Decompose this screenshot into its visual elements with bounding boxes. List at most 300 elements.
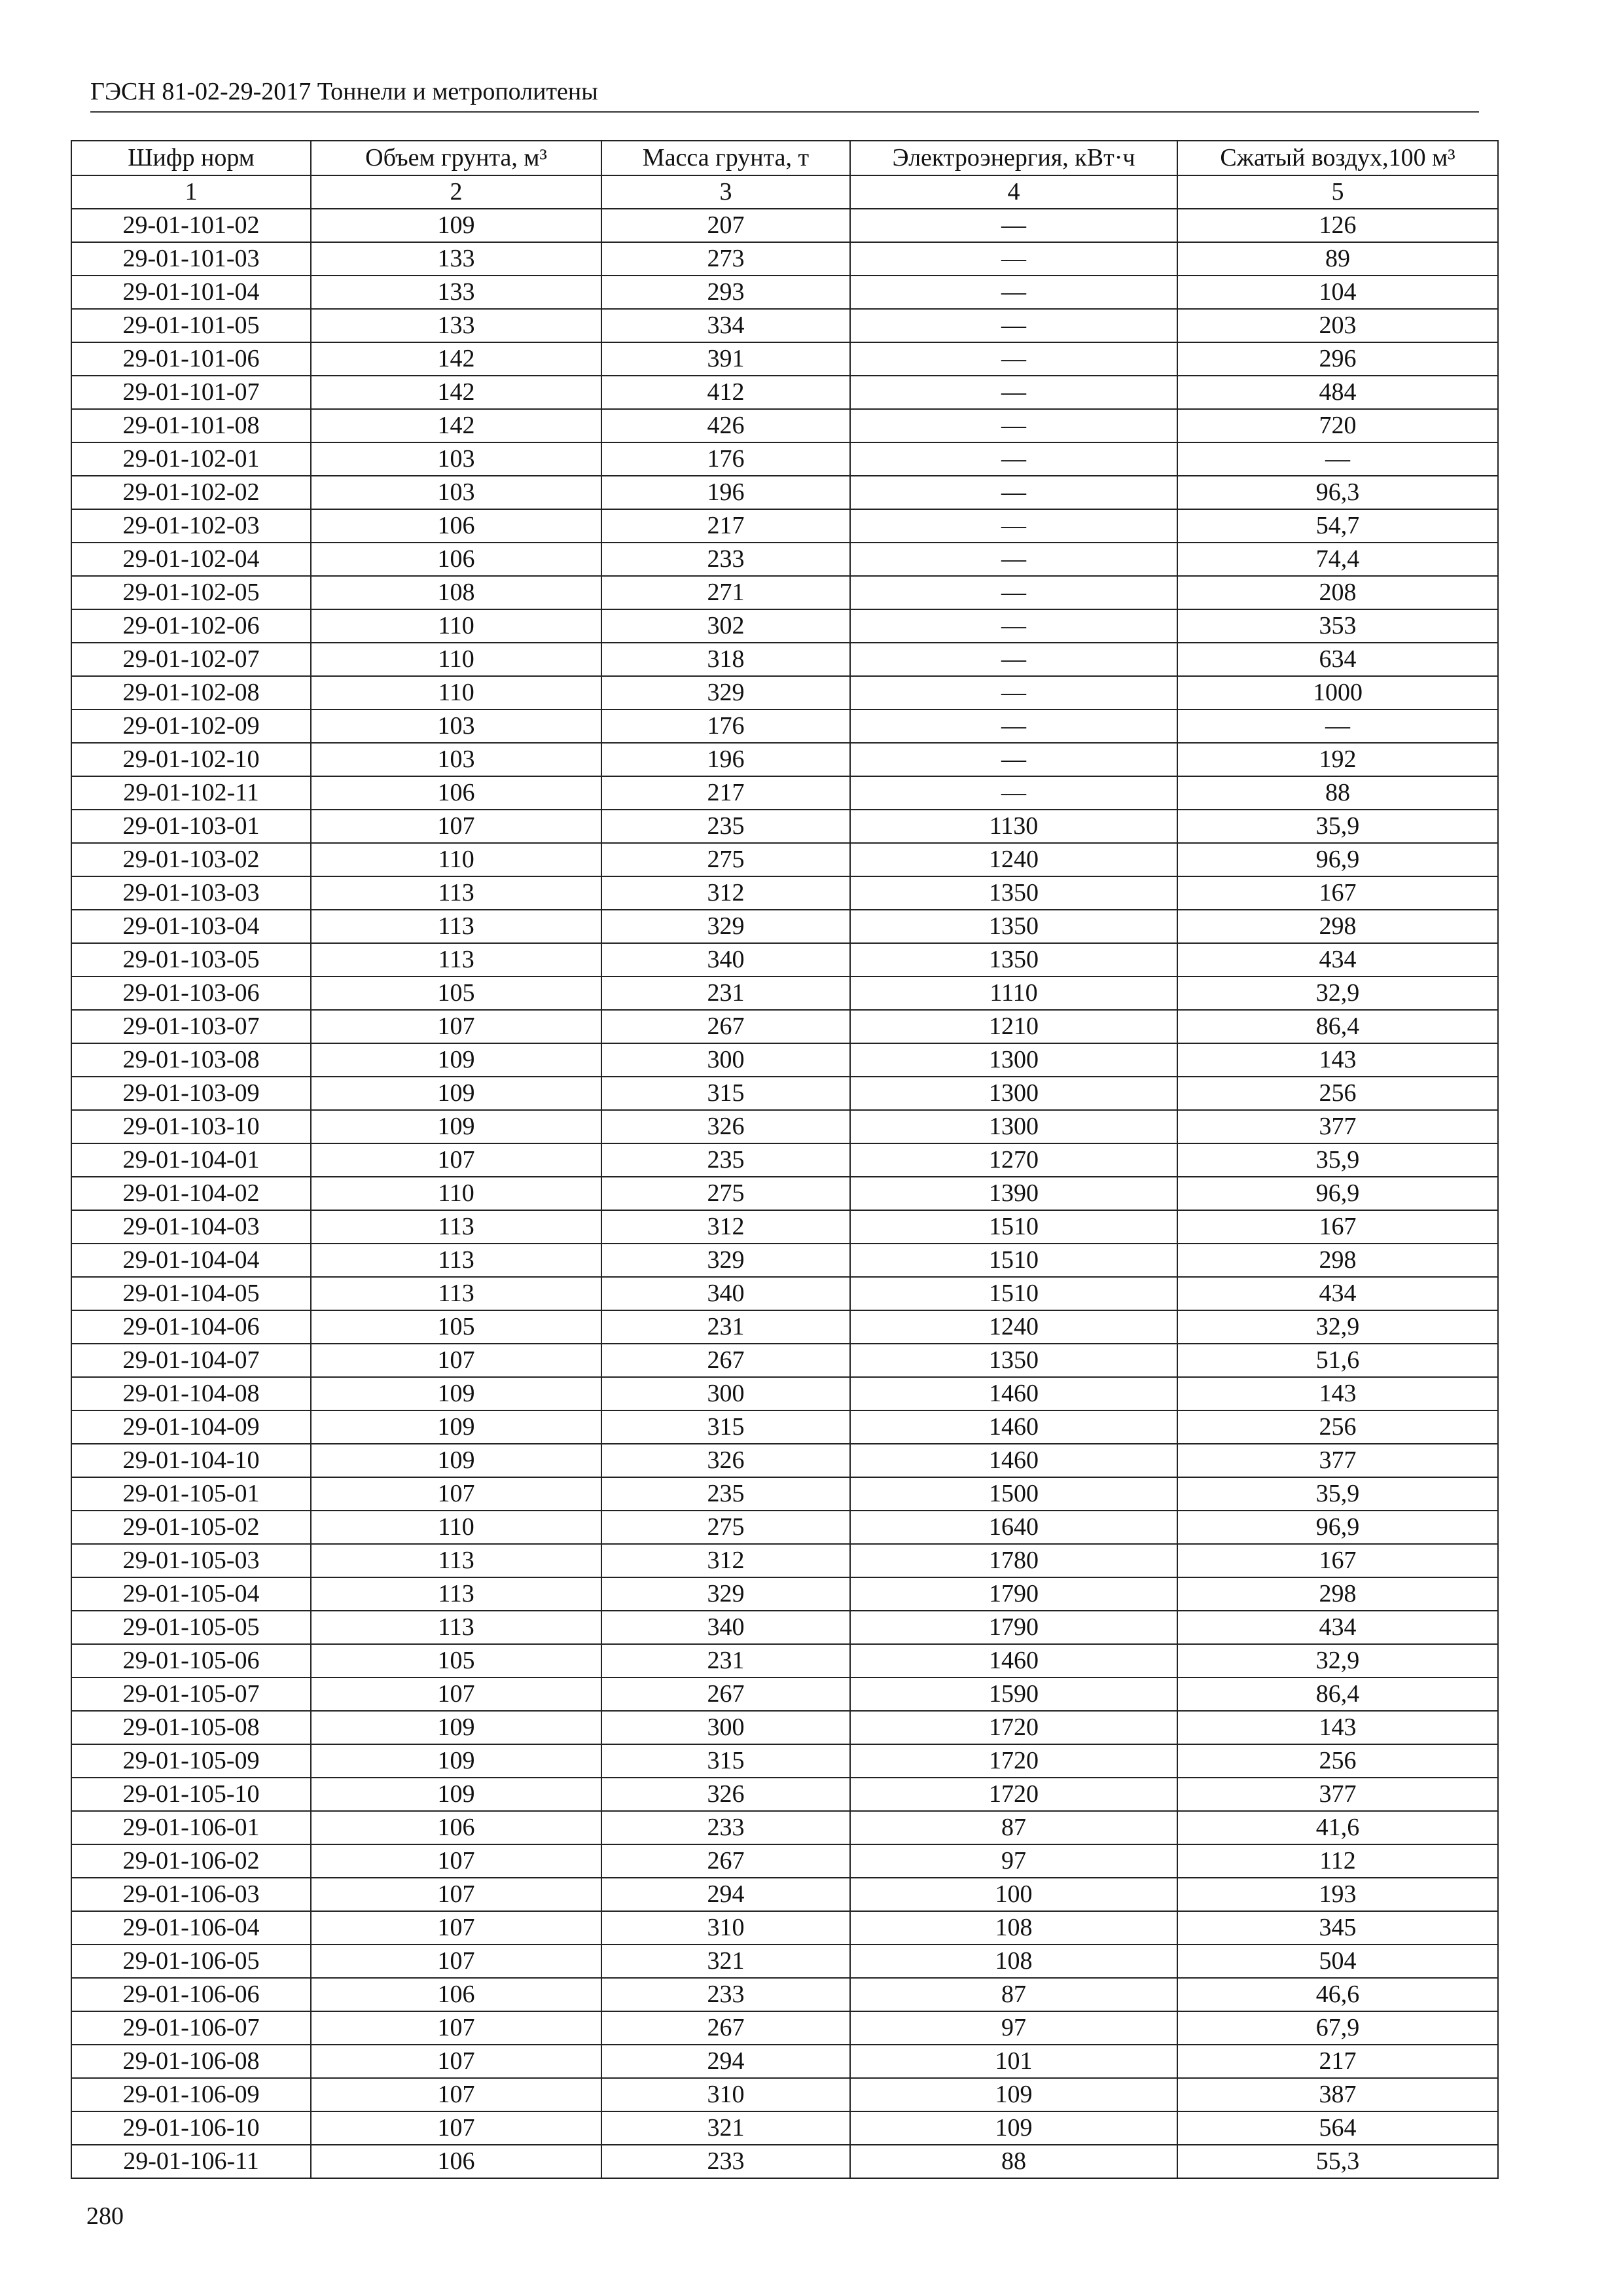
cell-soil-mass: 426 [601, 409, 850, 442]
table-row [71, 1644, 1498, 1677]
cell-compressed-air: 256 [1177, 1077, 1498, 1110]
cell-soil-mass: 312 [601, 1210, 850, 1244]
table-row [71, 1110, 1498, 1143]
cell-electricity: 1460 [850, 1377, 1177, 1410]
cell-electricity: 1350 [850, 910, 1177, 943]
cell-compressed-air: 74,4 [1177, 543, 1498, 576]
cell-soil-volume: 107 [311, 2045, 601, 2078]
cell-soil-mass: 196 [601, 476, 850, 509]
cell-electricity: 1460 [850, 1644, 1177, 1677]
column-number: 2 [311, 175, 601, 209]
cell-soil-volume: 110 [311, 843, 601, 876]
cell-electricity: 1130 [850, 810, 1177, 843]
cell-soil-volume: 133 [311, 276, 601, 309]
cell-soil-volume: 109 [311, 1444, 601, 1477]
cell-soil-volume: 113 [311, 876, 601, 910]
cell-soil-volume: 106 [311, 543, 601, 576]
cell-compressed-air: 377 [1177, 1444, 1498, 1477]
table-row [71, 1544, 1498, 1577]
cell-soil-mass: 412 [601, 376, 850, 409]
cell-code: 29-01-104-04 [71, 1244, 311, 1277]
cell-soil-volume: 133 [311, 242, 601, 276]
cell-code: 29-01-104-08 [71, 1377, 311, 1410]
cell-soil-mass: 275 [601, 843, 850, 876]
cell-soil-volume: 105 [311, 1644, 601, 1677]
cell-soil-mass: 267 [601, 1677, 850, 1711]
cell-soil-mass: 391 [601, 342, 850, 376]
cell-soil-volume: 133 [311, 309, 601, 342]
cell-soil-volume: 113 [311, 1277, 601, 1310]
table-row [71, 609, 1498, 643]
cell-soil-mass: 326 [601, 1110, 850, 1143]
cell-code: 29-01-105-07 [71, 1677, 311, 1711]
table-row [71, 743, 1498, 776]
cell-compressed-air: 434 [1177, 1611, 1498, 1644]
cell-electricity: 1510 [850, 1277, 1177, 1310]
cell-code: 29-01-105-03 [71, 1544, 311, 1577]
column-header-soil-mass: Масса грунта, т [601, 141, 850, 175]
table-row [71, 543, 1498, 576]
cell-soil-mass: 273 [601, 242, 850, 276]
cell-code: 29-01-103-10 [71, 1110, 311, 1143]
cell-soil-volume: 110 [311, 643, 601, 676]
cell-soil-mass: 315 [601, 1077, 850, 1110]
cell-electricity: 87 [850, 1978, 1177, 2011]
table-row [71, 910, 1498, 943]
cell-compressed-air: 67,9 [1177, 2011, 1498, 2045]
cell-compressed-air: 112 [1177, 1844, 1498, 1878]
cell-soil-volume: 108 [311, 576, 601, 609]
table-header [71, 141, 1498, 209]
table-row [71, 276, 1498, 309]
cell-soil-volume: 110 [311, 676, 601, 709]
cell-electricity: — [850, 376, 1177, 409]
cell-electricity: 1510 [850, 1244, 1177, 1277]
cell-compressed-air: 167 [1177, 876, 1498, 910]
cell-soil-mass: 321 [601, 2111, 850, 2145]
cell-soil-volume: 109 [311, 1410, 601, 1444]
cell-soil-volume: 113 [311, 910, 601, 943]
cell-soil-mass: 176 [601, 442, 850, 476]
cell-electricity: 97 [850, 2011, 1177, 2045]
cell-soil-volume: 107 [311, 1911, 601, 1945]
cell-soil-volume: 107 [311, 1477, 601, 1511]
cell-soil-mass: 302 [601, 609, 850, 643]
cell-soil-mass: 231 [601, 977, 850, 1010]
cell-compressed-air: 88 [1177, 776, 1498, 810]
table-row [71, 1778, 1498, 1811]
cell-electricity: — [850, 442, 1177, 476]
cell-soil-volume: 103 [311, 709, 601, 743]
cell-compressed-air: 89 [1177, 242, 1498, 276]
cell-soil-volume: 106 [311, 2145, 601, 2178]
cell-soil-volume: 110 [311, 1177, 601, 1210]
cell-code: 29-01-104-06 [71, 1310, 311, 1344]
cell-compressed-air: 167 [1177, 1544, 1498, 1577]
cell-compressed-air: 256 [1177, 1410, 1498, 1444]
table-row [71, 1344, 1498, 1377]
norms-table [71, 140, 1499, 2179]
cell-soil-volume: 113 [311, 1244, 601, 1277]
cell-soil-mass: 267 [601, 1344, 850, 1377]
table-row [71, 342, 1498, 376]
column-header-soil-volume: Объем грунта, м³ [311, 141, 601, 175]
table-row [71, 810, 1498, 843]
cell-soil-volume: 107 [311, 1844, 601, 1878]
cell-soil-mass: 312 [601, 1544, 850, 1577]
table-row [71, 1143, 1498, 1177]
cell-soil-volume: 106 [311, 509, 601, 543]
cell-compressed-air: 51,6 [1177, 1344, 1498, 1377]
table-row [71, 1945, 1498, 1978]
cell-soil-mass: 275 [601, 1177, 850, 1210]
cell-soil-mass: 315 [601, 1410, 850, 1444]
cell-code: 29-01-106-08 [71, 2045, 311, 2078]
cell-code: 29-01-104-05 [71, 1277, 311, 1310]
cell-compressed-air: 96,3 [1177, 476, 1498, 509]
page-number: 280 [86, 2202, 124, 2230]
cell-compressed-air: 377 [1177, 1778, 1498, 1811]
table-row [71, 1010, 1498, 1043]
cell-electricity: 1720 [850, 1744, 1177, 1778]
cell-soil-volume: 113 [311, 1577, 601, 1611]
cell-compressed-air: 32,9 [1177, 977, 1498, 1010]
cell-electricity: 1790 [850, 1611, 1177, 1644]
cell-electricity: — [850, 776, 1177, 810]
table-row [71, 442, 1498, 476]
cell-soil-volume: 110 [311, 609, 601, 643]
cell-code: 29-01-103-03 [71, 876, 311, 910]
cell-soil-mass: 233 [601, 543, 850, 576]
cell-electricity: 108 [850, 1945, 1177, 1978]
table-body [71, 209, 1498, 2178]
cell-soil-mass: 300 [601, 1377, 850, 1410]
cell-electricity: 87 [850, 1811, 1177, 1844]
cell-soil-volume: 103 [311, 476, 601, 509]
cell-compressed-air: 434 [1177, 943, 1498, 977]
cell-electricity: — [850, 476, 1177, 509]
page-header: ГЭСН 81-02-29-2017 Тоннели и метрополитены [90, 76, 1479, 113]
cell-compressed-air: 32,9 [1177, 1644, 1498, 1677]
cell-code: 29-01-106-02 [71, 1844, 311, 1878]
cell-electricity: 101 [850, 2045, 1177, 2078]
cell-electricity: 1300 [850, 1077, 1177, 1110]
cell-soil-mass: 294 [601, 1878, 850, 1911]
cell-code: 29-01-101-08 [71, 409, 311, 442]
cell-code: 29-01-102-03 [71, 509, 311, 543]
cell-compressed-air: 298 [1177, 1577, 1498, 1611]
cell-soil-mass: 312 [601, 876, 850, 910]
cell-compressed-air: 104 [1177, 276, 1498, 309]
table-row [71, 1177, 1498, 1210]
table-row [71, 2111, 1498, 2145]
cell-code: 29-01-102-10 [71, 743, 311, 776]
cell-code: 29-01-102-04 [71, 543, 311, 576]
column-titles-row [71, 141, 1498, 175]
cell-compressed-air: 203 [1177, 309, 1498, 342]
table-row [71, 576, 1498, 609]
table-row [71, 1611, 1498, 1644]
cell-soil-volume: 107 [311, 1010, 601, 1043]
table-row [71, 1844, 1498, 1878]
cell-soil-mass: 293 [601, 276, 850, 309]
cell-compressed-air: 41,6 [1177, 1811, 1498, 1844]
cell-code: 29-01-104-10 [71, 1444, 311, 1477]
cell-code: 29-01-102-05 [71, 576, 311, 609]
table-row [71, 843, 1498, 876]
cell-code: 29-01-106-07 [71, 2011, 311, 2045]
table-row [71, 676, 1498, 709]
table-row [71, 1577, 1498, 1611]
cell-soil-mass: 235 [601, 810, 850, 843]
table-row [71, 242, 1498, 276]
cell-code: 29-01-102-07 [71, 643, 311, 676]
cell-compressed-air: 377 [1177, 1110, 1498, 1143]
cell-code: 29-01-106-10 [71, 2111, 311, 2145]
cell-electricity: — [850, 242, 1177, 276]
cell-electricity: — [850, 409, 1177, 442]
cell-soil-volume: 107 [311, 1878, 601, 1911]
cell-electricity: 1110 [850, 977, 1177, 1010]
cell-electricity: — [850, 609, 1177, 643]
table-row [71, 709, 1498, 743]
table-row [71, 1310, 1498, 1344]
table-row [71, 1410, 1498, 1444]
table-row [71, 1677, 1498, 1711]
cell-electricity: 88 [850, 2145, 1177, 2178]
cell-soil-mass: 329 [601, 1577, 850, 1611]
cell-code: 29-01-106-05 [71, 1945, 311, 1978]
table-row [71, 1711, 1498, 1744]
cell-code: 29-01-103-08 [71, 1043, 311, 1077]
table-row [71, 2045, 1498, 2078]
cell-compressed-air: 143 [1177, 1711, 1498, 1744]
cell-soil-mass: 233 [601, 1811, 850, 1844]
table-row [71, 376, 1498, 409]
cell-soil-volume: 109 [311, 1744, 601, 1778]
table-row [71, 1744, 1498, 1778]
cell-electricity: 1720 [850, 1711, 1177, 1744]
table-row [71, 1377, 1498, 1410]
cell-code: 29-01-106-09 [71, 2078, 311, 2111]
cell-electricity: 1780 [850, 1544, 1177, 1577]
cell-code: 29-01-105-06 [71, 1644, 311, 1677]
cell-soil-mass: 329 [601, 1244, 850, 1277]
cell-electricity: 1210 [850, 1010, 1177, 1043]
cell-soil-mass: 294 [601, 2045, 850, 2078]
column-number: 1 [71, 175, 311, 209]
cell-code: 29-01-104-09 [71, 1410, 311, 1444]
table-row [71, 209, 1498, 242]
cell-code: 29-01-102-09 [71, 709, 311, 743]
cell-soil-volume: 107 [311, 2078, 601, 2111]
cell-compressed-air: 96,9 [1177, 1177, 1498, 1210]
cell-soil-mass: 176 [601, 709, 850, 743]
cell-soil-volume: 109 [311, 1043, 601, 1077]
table-row [71, 1277, 1498, 1310]
cell-soil-volume: 109 [311, 1110, 601, 1143]
cell-soil-volume: 106 [311, 1978, 601, 2011]
cell-compressed-air: 298 [1177, 910, 1498, 943]
table-row [71, 643, 1498, 676]
cell-code: 29-01-106-01 [71, 1811, 311, 1844]
cell-code: 29-01-104-03 [71, 1210, 311, 1244]
table-row [71, 1077, 1498, 1110]
cell-soil-mass: 329 [601, 910, 850, 943]
cell-soil-mass: 340 [601, 943, 850, 977]
cell-code: 29-01-102-01 [71, 442, 311, 476]
cell-soil-volume: 109 [311, 1778, 601, 1811]
cell-soil-volume: 113 [311, 1611, 601, 1644]
cell-soil-mass: 340 [601, 1277, 850, 1310]
cell-electricity: — [850, 643, 1177, 676]
cell-electricity: 1350 [850, 876, 1177, 910]
cell-code: 29-01-102-11 [71, 776, 311, 810]
cell-compressed-air: 96,9 [1177, 1511, 1498, 1544]
table-row [71, 2145, 1498, 2178]
cell-soil-mass: 233 [601, 1978, 850, 2011]
cell-soil-volume: 113 [311, 1544, 601, 1577]
cell-soil-volume: 107 [311, 1143, 601, 1177]
cell-code: 29-01-103-07 [71, 1010, 311, 1043]
column-number: 5 [1177, 175, 1498, 209]
cell-compressed-air: 192 [1177, 743, 1498, 776]
table-row [71, 509, 1498, 543]
cell-code: 29-01-101-03 [71, 242, 311, 276]
cell-soil-mass: 207 [601, 209, 850, 242]
cell-code: 29-01-106-06 [71, 1978, 311, 2011]
cell-compressed-air: 298 [1177, 1244, 1498, 1277]
cell-code: 29-01-104-01 [71, 1143, 311, 1177]
cell-electricity: — [850, 309, 1177, 342]
cell-soil-volume: 103 [311, 743, 601, 776]
cell-soil-volume: 113 [311, 943, 601, 977]
cell-soil-mass: 235 [601, 1143, 850, 1177]
column-header-code: Шифр норм [71, 141, 311, 175]
table-row [71, 1878, 1498, 1911]
cell-soil-mass: 315 [601, 1744, 850, 1778]
table-row [71, 943, 1498, 977]
cell-code: 29-01-103-06 [71, 977, 311, 1010]
cell-soil-mass: 231 [601, 1310, 850, 1344]
cell-electricity: 1640 [850, 1511, 1177, 1544]
table-row [71, 1210, 1498, 1244]
cell-code: 29-01-102-02 [71, 476, 311, 509]
cell-soil-volume: 103 [311, 442, 601, 476]
cell-electricity: 1460 [850, 1410, 1177, 1444]
cell-soil-mass: 329 [601, 676, 850, 709]
cell-compressed-air: 353 [1177, 609, 1498, 643]
cell-code: 29-01-105-10 [71, 1778, 311, 1811]
table-row [71, 409, 1498, 442]
cell-compressed-air: 167 [1177, 1210, 1498, 1244]
cell-soil-mass: 310 [601, 1911, 850, 1945]
cell-compressed-air: 484 [1177, 376, 1498, 409]
cell-soil-volume: 105 [311, 977, 601, 1010]
table-row [71, 2011, 1498, 2045]
cell-code: 29-01-105-08 [71, 1711, 311, 1744]
cell-code: 29-01-103-02 [71, 843, 311, 876]
cell-soil-mass: 196 [601, 743, 850, 776]
cell-soil-mass: 310 [601, 2078, 850, 2111]
table-row [71, 476, 1498, 509]
cell-soil-volume: 107 [311, 1344, 601, 1377]
cell-soil-mass: 233 [601, 2145, 850, 2178]
cell-electricity: 1300 [850, 1043, 1177, 1077]
cell-soil-volume: 110 [311, 1511, 601, 1544]
cell-soil-mass: 321 [601, 1945, 850, 1978]
column-header-compressed-air: Сжатый воздух,100 м³ [1177, 141, 1498, 175]
cell-code: 29-01-105-05 [71, 1611, 311, 1644]
cell-compressed-air: 46,6 [1177, 1978, 1498, 2011]
cell-electricity: 108 [850, 1911, 1177, 1945]
cell-code: 29-01-102-06 [71, 609, 311, 643]
cell-compressed-air: 296 [1177, 342, 1498, 376]
cell-electricity: 1270 [850, 1143, 1177, 1177]
cell-soil-mass: 217 [601, 776, 850, 810]
cell-compressed-air: 32,9 [1177, 1310, 1498, 1344]
column-number: 3 [601, 175, 850, 209]
cell-compressed-air: 126 [1177, 209, 1498, 242]
cell-soil-mass: 334 [601, 309, 850, 342]
cell-electricity: — [850, 276, 1177, 309]
cell-electricity: 1720 [850, 1778, 1177, 1811]
cell-soil-mass: 235 [601, 1477, 850, 1511]
cell-soil-volume: 107 [311, 2111, 601, 2145]
table-row [71, 1811, 1498, 1844]
cell-soil-mass: 340 [601, 1611, 850, 1644]
cell-soil-volume: 142 [311, 409, 601, 442]
cell-code: 29-01-105-02 [71, 1511, 311, 1544]
cell-compressed-air: 564 [1177, 2111, 1498, 2145]
cell-compressed-air: 86,4 [1177, 1677, 1498, 1711]
cell-soil-volume: 109 [311, 1377, 601, 1410]
cell-electricity: 109 [850, 2078, 1177, 2111]
cell-compressed-air: 504 [1177, 1945, 1498, 1978]
cell-soil-volume: 109 [311, 1711, 601, 1744]
cell-code: 29-01-105-04 [71, 1577, 311, 1611]
cell-electricity: — [850, 576, 1177, 609]
cell-soil-volume: 142 [311, 342, 601, 376]
cell-soil-volume: 107 [311, 810, 601, 843]
cell-compressed-air: 387 [1177, 2078, 1498, 2111]
cell-electricity: — [850, 509, 1177, 543]
cell-compressed-air: 35,9 [1177, 1477, 1498, 1511]
table-row [71, 1511, 1498, 1544]
cell-compressed-air: 143 [1177, 1377, 1498, 1410]
cell-soil-mass: 326 [601, 1778, 850, 1811]
cell-compressed-air: 193 [1177, 1878, 1498, 1911]
cell-compressed-air: 54,7 [1177, 509, 1498, 543]
cell-electricity: — [850, 743, 1177, 776]
cell-code: 29-01-106-11 [71, 2145, 311, 2178]
cell-compressed-air: 345 [1177, 1911, 1498, 1945]
cell-code: 29-01-103-09 [71, 1077, 311, 1110]
cell-code: 29-01-101-06 [71, 342, 311, 376]
cell-code: 29-01-106-03 [71, 1878, 311, 1911]
cell-code: 29-01-104-02 [71, 1177, 311, 1210]
table-row [71, 2078, 1498, 2111]
cell-electricity: 1460 [850, 1444, 1177, 1477]
cell-soil-mass: 267 [601, 2011, 850, 2045]
cell-compressed-air: 35,9 [1177, 810, 1498, 843]
cell-compressed-air: 208 [1177, 576, 1498, 609]
cell-soil-volume: 107 [311, 1677, 601, 1711]
cell-compressed-air: 1000 [1177, 676, 1498, 709]
cell-electricity: — [850, 209, 1177, 242]
cell-code: 29-01-106-04 [71, 1911, 311, 1945]
cell-electricity: 100 [850, 1878, 1177, 1911]
